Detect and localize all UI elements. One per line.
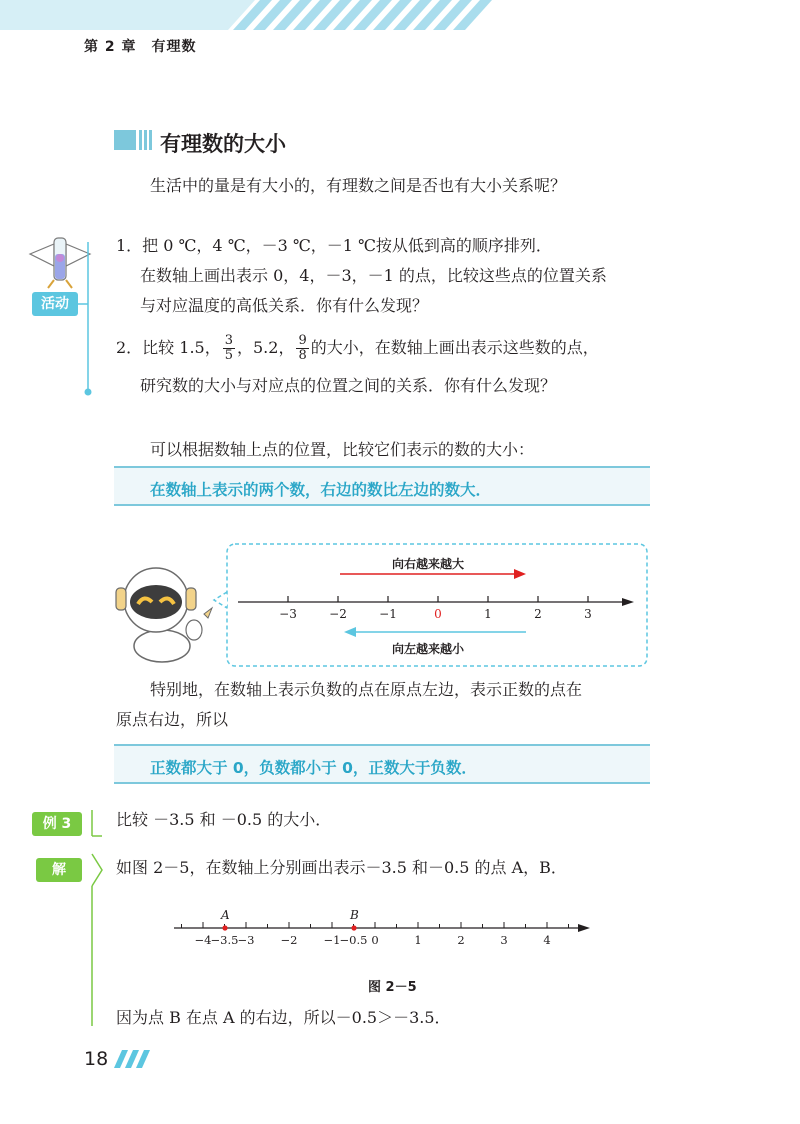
number-line-tick-label: 2 [534, 607, 542, 621]
chapter-header: 第 2 章 有理数 [84, 39, 197, 55]
activity-item1-line2: 在数轴上画出表示 0，4，－3，－1 的点，比较这些点的位置关系 [140, 266, 607, 285]
section-marker-icon [114, 128, 154, 152]
compare-intro: 可以根据数轴上点的位置，比较它们表示的数的大小： [150, 440, 535, 459]
figure-tick-label: −2 [280, 933, 298, 947]
solution-line1: 如图 2－5，在数轴上分别画出表示－3.5 和－0.5 的点 A，B． [116, 858, 567, 877]
right-larger-label: 向右越来越大 [392, 557, 465, 571]
rule2-bottom-rule [114, 782, 650, 784]
activity-item2-line2: 研究数的大小与对应点的位置之间的关系．你有什么发现？ [140, 376, 557, 395]
solution-tag: 解 [36, 858, 82, 882]
point-a-label: A [221, 908, 230, 922]
figure-tick-label: 3 [500, 933, 508, 947]
number-line-tick-label: 0 [434, 607, 442, 621]
number-line-tick-label: −3 [279, 607, 297, 621]
fraction-three-fifths: $\frac{3}{5}$ [224, 333, 233, 363]
figure-ticks [182, 922, 569, 947]
figure-tick-label: −3 [237, 933, 255, 947]
rule1-bottom-rule [114, 504, 650, 506]
figure-2-5-number-line [170, 906, 600, 956]
example-tag: 例 3 [32, 812, 82, 836]
solution-conclusion: 因为点 B 在点 A 的右边，所以－0.5＞－3.5． [116, 1008, 451, 1027]
fraction-nine-eighths: $\frac{9}{8}$ [298, 333, 307, 363]
rule2-text: 正数都大于 0，负数都小于 0，正数大于负数． [150, 759, 477, 777]
section-title: 有理数的大小 [160, 132, 286, 156]
figure-tick-label: 2 [457, 933, 465, 947]
number-line-tick-label: −1 [379, 607, 397, 621]
figure-tick-label: −3.5 [210, 933, 239, 947]
figure-caption: 图 2－5 [368, 980, 417, 995]
test-tube-icon [30, 238, 90, 288]
figure-tick-label: −0.5 [339, 933, 368, 947]
point-b-label: B [350, 908, 359, 922]
page-number-slashes-icon [114, 1050, 150, 1070]
left-smaller-label: 向左越来越小 [392, 642, 465, 656]
number-line-ticks [279, 596, 592, 621]
point-b [351, 925, 356, 930]
number-line-tick-label: 3 [584, 607, 592, 621]
activity-item2-line1: 2．比较 1.5， $\frac{3}{5}$ ，5.2， $\frac{9}{8}$ 的大小，在数轴上画出表示这些数的点， [116, 333, 599, 363]
page-number: 18 [84, 1048, 109, 1070]
figure-tick-label: 1 [414, 933, 422, 947]
header-band [0, 0, 800, 30]
figure-tick-label: −1 [323, 933, 341, 947]
figure-tick-label: 4 [543, 933, 551, 947]
activity-sidebar [24, 234, 96, 400]
number-line-tick-label: −2 [329, 607, 347, 621]
intro-text: 生活中的量是有大小的，有理数之间是否也有大小关系呢？ [150, 176, 567, 195]
example-sidebar [30, 808, 110, 1030]
figure-tick-label: −4 [194, 933, 212, 947]
figure-tick-label: 0 [371, 933, 379, 947]
activity-tag: 活动 [32, 292, 78, 316]
robot-mascot-icon [112, 566, 222, 666]
rule1-text: 在数轴上表示的两个数，右边的数比左边的数大． [150, 481, 492, 499]
point-a [222, 925, 227, 930]
activity-item1-line3: 与对应温度的高低关系．你有什么发现？ [140, 296, 429, 315]
example-text: 比较 －3.5 和 －0.5 的大小． [116, 810, 332, 829]
special-line1: 特别地，在数轴上表示负数的点在原点左边，表示正数的点在 [150, 680, 583, 699]
number-line-tick-label: 1 [484, 607, 492, 621]
activity-item1-line1: 1．把 0 ℃，4 ℃，－3 ℃，－1 ℃按从低到高的顺序排列． [116, 236, 552, 255]
special-line2: 原点右边，所以 [116, 710, 229, 729]
